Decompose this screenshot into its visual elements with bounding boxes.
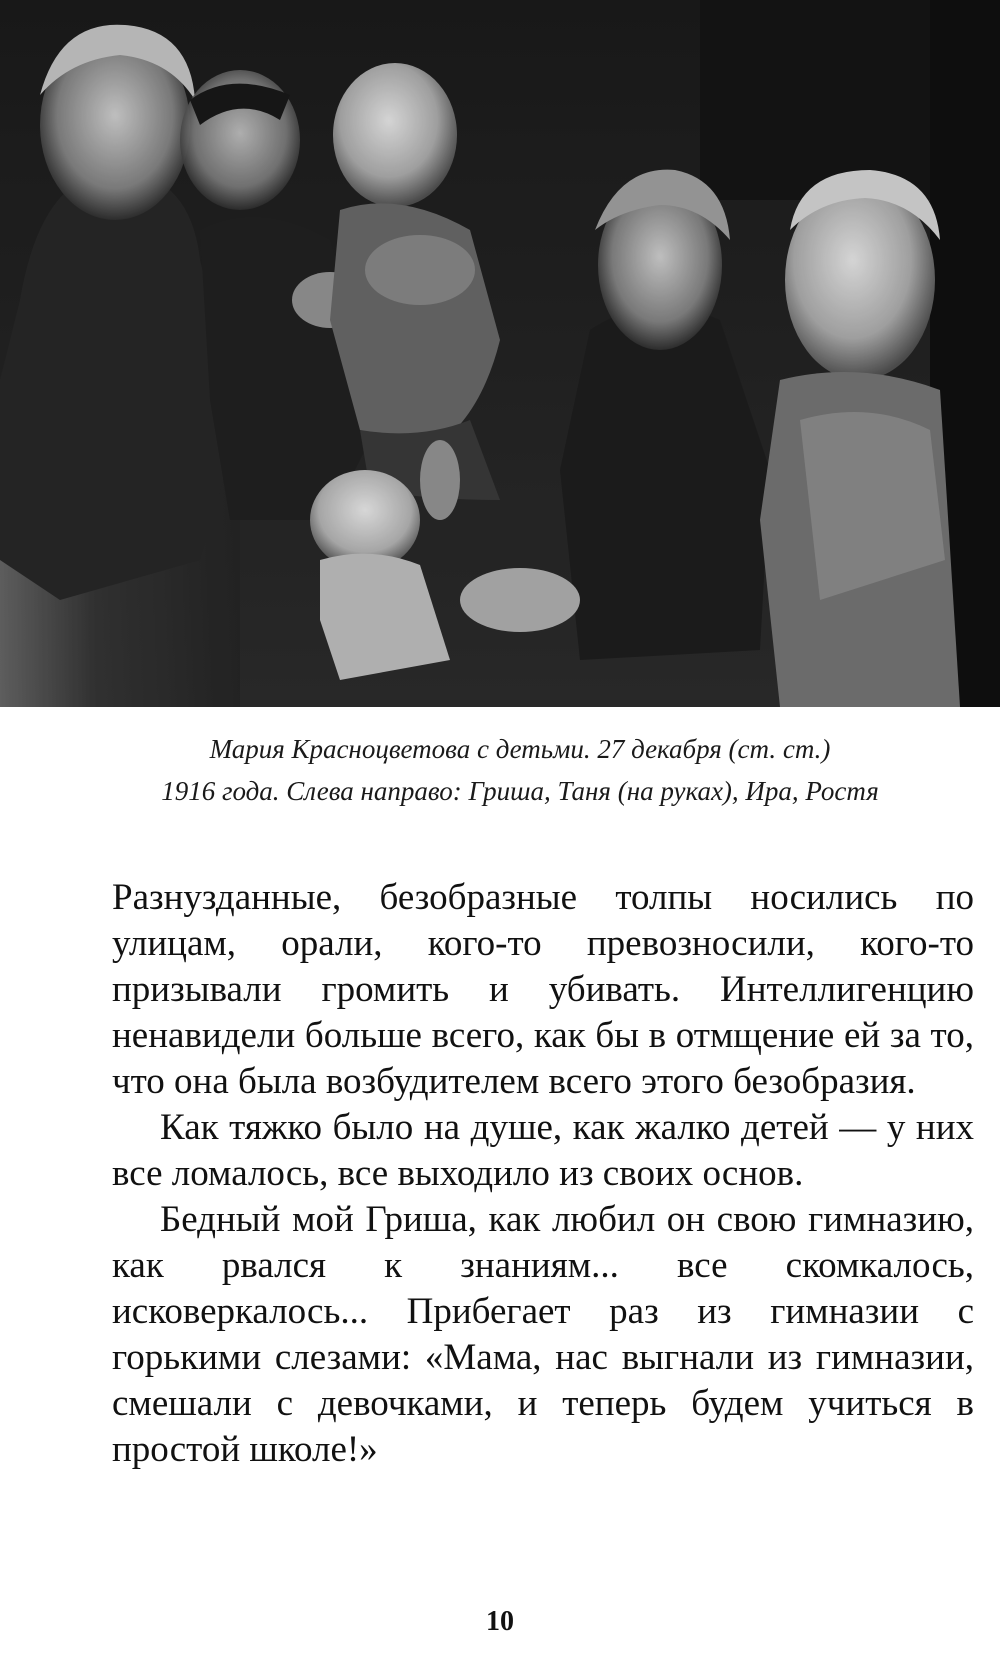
paragraph: Бедный мой Гриша, как любил он свою гимназию, как рвался к знаниям... все скомкалось, исковеркалось... Прибегает раз из гимназии с горькими слезами: «Мама, нас выгнали из гимназии, смешали с девочками, и теперь будем учиться в простой школе!» — [112, 1199, 974, 1470]
paragraph: Разнузданные, безобразные толпы носились по улицам, орали, кого-то превозносили, кого-то призывали громить и убивать. Интеллигенцию ненавидели больше всего, как бы в отмщение ей за то, что она была возбудителем всего этого безобразия. — [112, 877, 974, 1102]
caption-line-1: Мария Красноцветова с детьми. 27 декабря (ст. ст.) — [209, 734, 831, 764]
family-photo — [0, 0, 1000, 707]
page-number: 10 — [486, 1606, 514, 1637]
paragraph: Как тяжко было на душе, как жалко детей — у них все ломалось, все выходило из своих основ. — [112, 1107, 974, 1194]
body-text — [112, 875, 974, 1473]
photo-caption — [60, 728, 980, 812]
caption-line-2: 1916 года. Слева направо: Гриша, Таня (на руках), Ира, Ростя — [161, 776, 879, 806]
family-photo-image — [0, 0, 1000, 707]
